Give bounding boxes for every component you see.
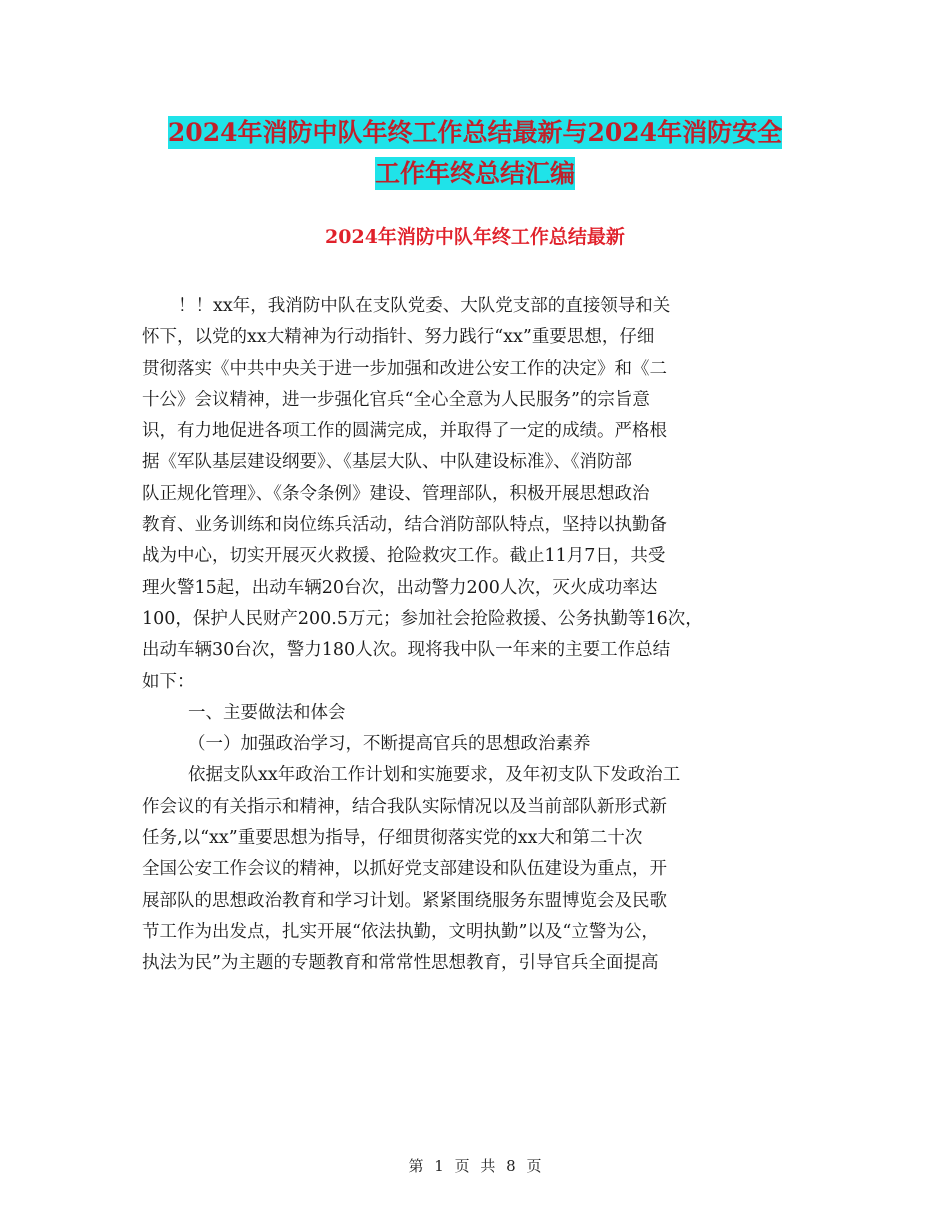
paragraph-line: 怀下，以党的xx大精神为行动指针、努力践行“xx”重要思想，仔细 — [142, 327, 655, 348]
paragraph-line: 理火警15起，出动车辆20台次，出动警力200人次，灭火成功率达 — [142, 577, 658, 598]
paragraph-line: 任务,以“xx”重要思想为指导，仔细贯彻落实党的xx大和第二十次 — [142, 828, 643, 849]
paragraph-line: 出动车辆30台次，警力180人次。现将我中队一年来的主要工作总结 — [142, 640, 671, 661]
document-body — [142, 291, 822, 980]
paragraph-line: 识，有力地促进各项工作的圆满完成，并取得了一定的成绩。严格根 — [142, 421, 667, 442]
page-number: 第 1 页 共 8 页 — [408, 1157, 542, 1175]
subsection-heading: （一）加强政治学习，不断提高官兵的思想政治素养 — [188, 734, 591, 755]
paragraph-line: 依据支队xx年政治工作计划和实施要求，及年初支队下发政治工 — [188, 765, 681, 786]
paragraph-line: 据《军队基层建设纲要》、《基层大队、中队建设标准》、《消防部 — [142, 452, 632, 473]
paragraph-line: 贯彻落实《中共中央关于进一步加强和改进公安工作的决定》和《二 — [142, 358, 667, 379]
paragraph-line: 十公》会议精神，进一步强化官兵“全心全意为人民服务”的宗旨意 — [142, 389, 650, 410]
paragraph-line: 战为中心，切实开展灭火救援、抢险救灾工作。截止11月7日，共受 — [142, 546, 666, 567]
paragraph-line: 如下： — [142, 671, 195, 692]
paragraph-line: 作会议的有关指示和精神，结合我队实际情况以及当前部队新形式新 — [142, 796, 667, 817]
paragraph-line: ！！xx年，我消防中队在支队党委、大队党支部的直接领导和关 — [178, 296, 671, 316]
section-heading: 一、主要做法和体会 — [188, 702, 346, 723]
paragraph-line: 队正规化管理》、《条令条例》建设、管理部队，积极开展思想政治 — [142, 483, 650, 504]
paragraph-line: 100，保护人民财产200.5万元；参加社会抢险救援、公务执勤等16次， — [142, 608, 703, 629]
paragraph-line: 展部队的思想政治教育和学习计划。紧紧围绕服务东盟博览会及民歌 — [142, 890, 667, 911]
document-title — [0, 112, 950, 194]
document-title-line-2: 工作年终总结汇编 — [374, 159, 575, 188]
paragraph-line: 执法为民”为主题的专题教育和常常性思想教育，引导官兵全面提高 — [142, 953, 659, 974]
paragraph-line: 教育、业务训练和岗位练兵活动，结合消防部队特点，坚持以执勤备 — [142, 515, 667, 536]
section-title: 2024年消防中队年终工作总结最新 — [325, 226, 625, 248]
paragraph-line: 全国公安工作会议的精神，以抓好党支部建设和队伍建设为重点，开 — [142, 859, 667, 880]
paragraph-line: 节工作为出发点，扎实开展“依法执勤，文明执勤”以及“立警为公， — [142, 921, 659, 942]
document-title-line-1: 2024年消防中队年终工作总结最新与2024年消防安全 — [167, 118, 783, 147]
